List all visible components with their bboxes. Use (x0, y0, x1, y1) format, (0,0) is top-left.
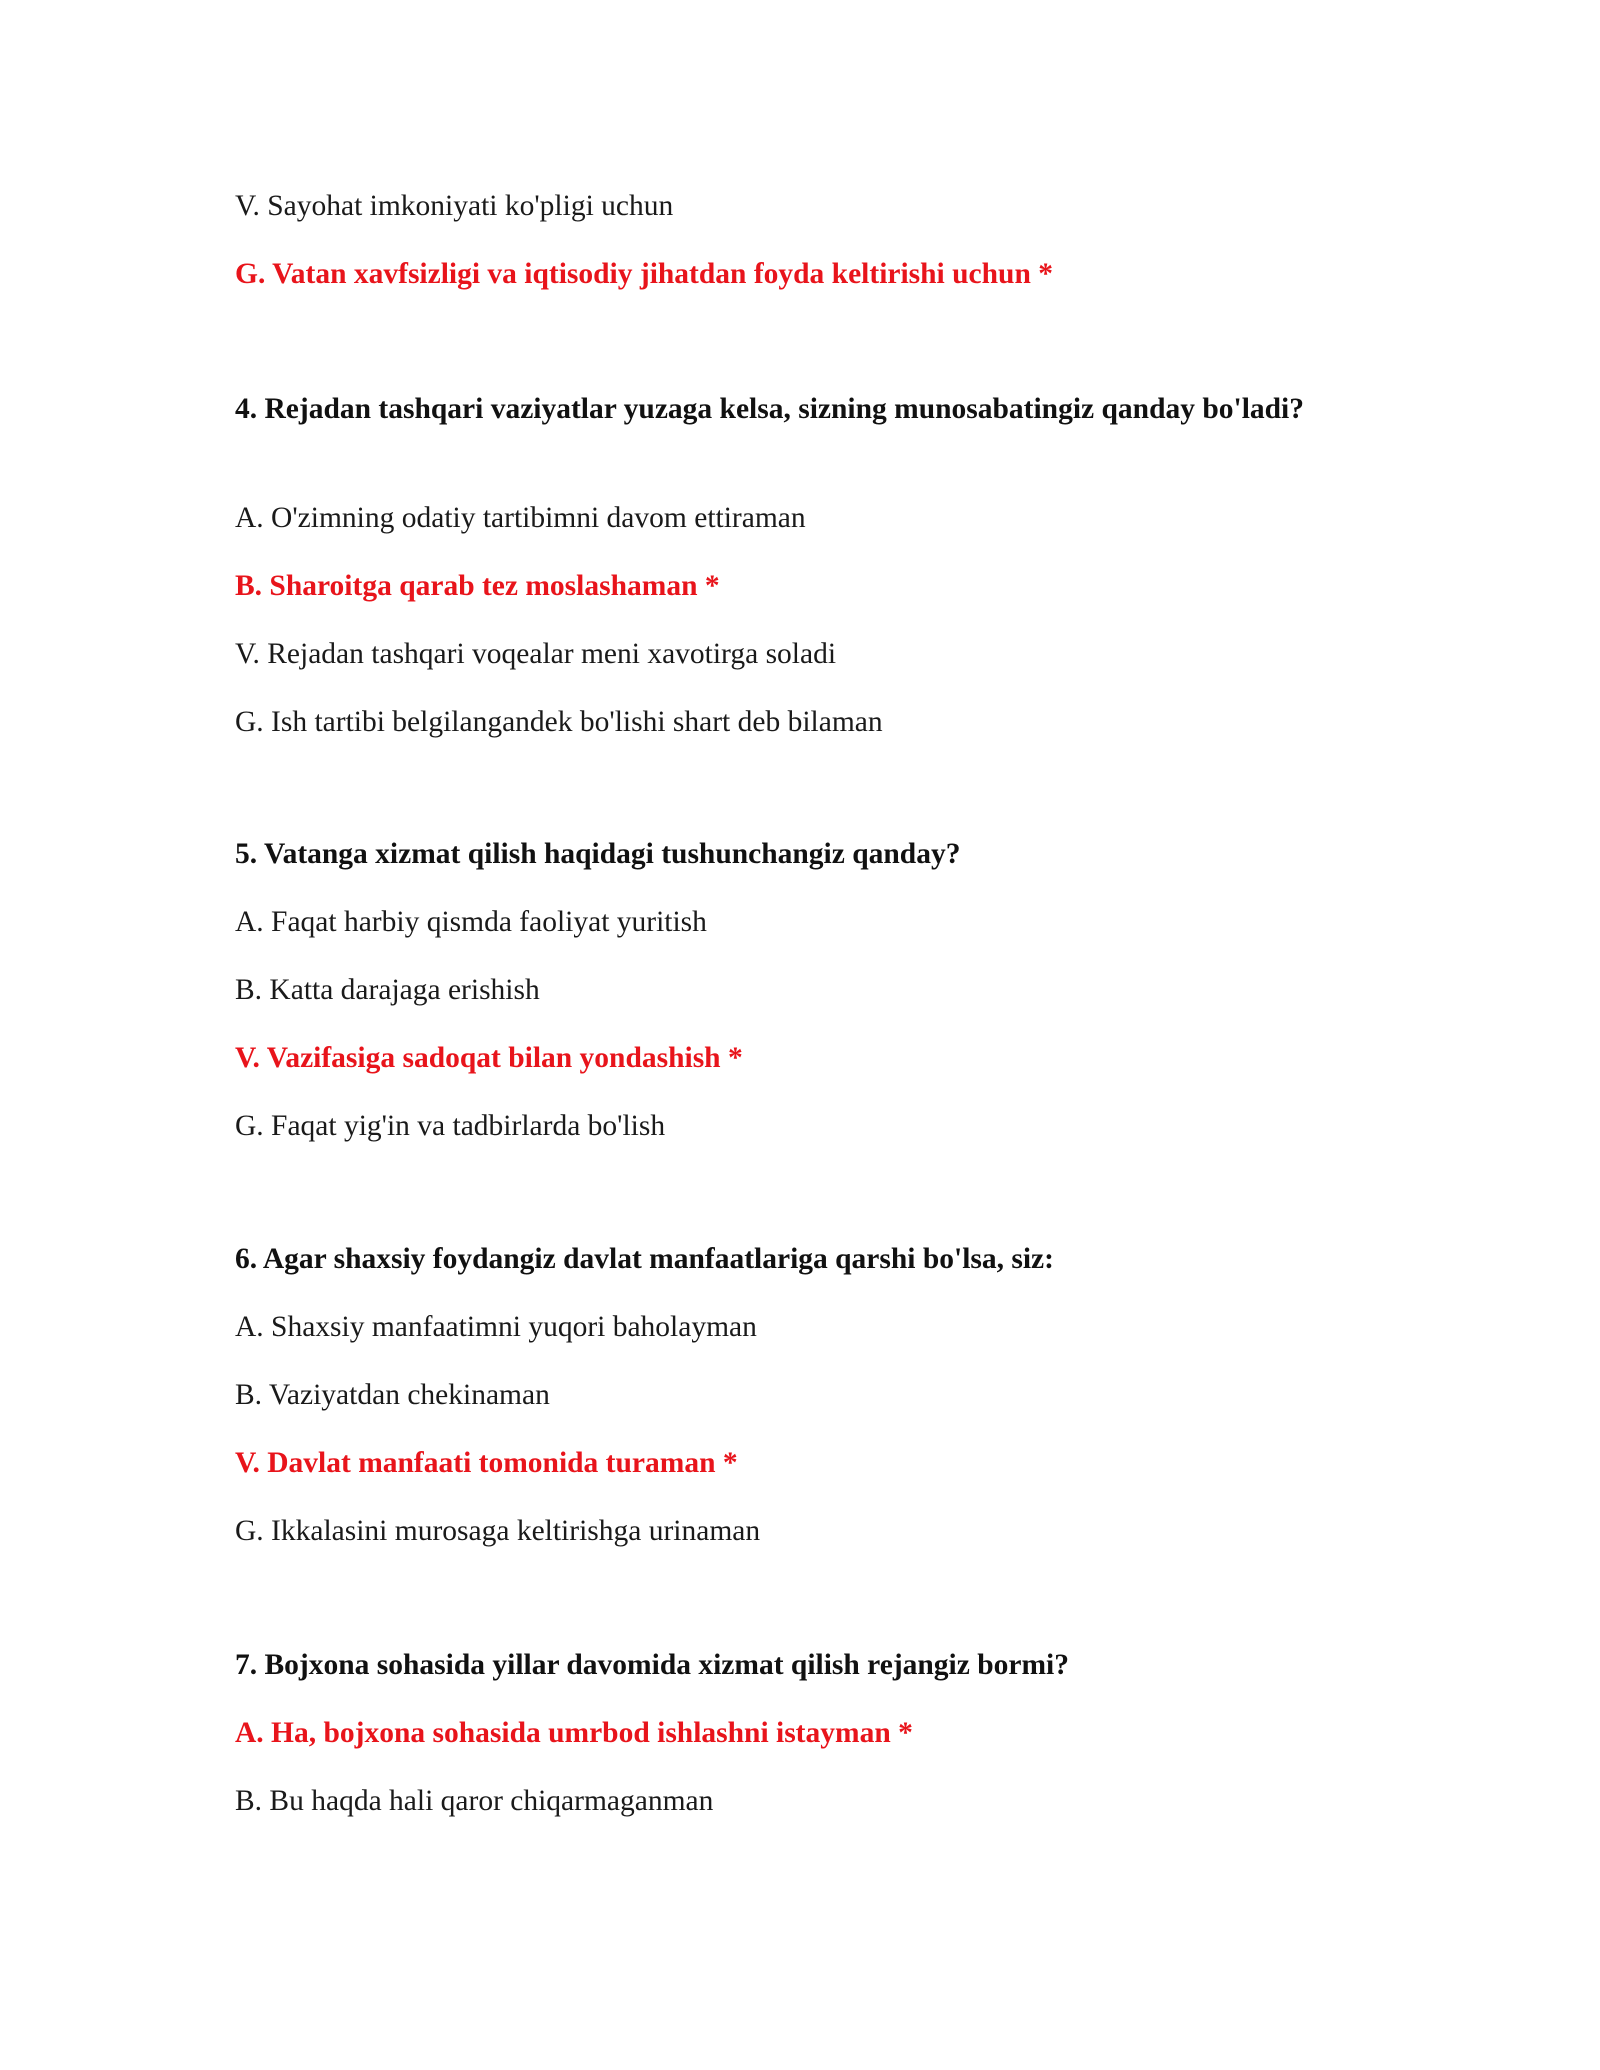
question-4 (235, 389, 1315, 430)
question-6 (235, 1239, 1315, 1552)
option-a: A. Faqat harbiy qismda faoliyat yuritish (235, 906, 707, 938)
option-g: G. Faqat yig'in va tadbirlarda bo'lish (235, 1110, 666, 1142)
question-text: 6. Agar shaxsiy foydangiz davlat manfaatlariga qarshi bo'lsa, siz: (235, 1243, 1054, 1275)
page-content (235, 0, 1365, 2070)
correct-option-v: V. Davlat manfaati tomonida turaman * (235, 1447, 738, 1479)
question-7 (235, 1645, 1315, 1822)
option-v: V. Sayohat imkoniyati ko'pligi uchun (235, 190, 674, 222)
option-v: V. Rejadan tashqari voqealar meni xavotirga soladi (235, 638, 837, 670)
correct-option-a: A. Ha, bojxona sohasida umrbod ishlashni istayman * (235, 1717, 913, 1749)
option-b: B. Vaziyatdan chekinaman (235, 1379, 550, 1411)
question-5 (235, 834, 1315, 1147)
option-b: B. Bu haqda hali qaror chiqarmaganman (235, 1785, 714, 1817)
correct-option-b: B. Sharoitga qarab tez moslashaman * (235, 570, 720, 602)
correct-option-v: V. Vazifasiga sadoqat bilan yondashish * (235, 1042, 743, 1074)
question-text: 4. Rejadan tashqari vaziyatlar yuzaga kelsa, sizning munosabatingiz qanday bo'ladi? (235, 393, 1305, 425)
option-g: G. Ish tartibi belgilangandek bo'lishi shart deb bilaman (235, 706, 883, 738)
question-4-options (235, 498, 883, 743)
option-b: B. Katta darajaga erishish (235, 974, 540, 1006)
option-g: G. Ikkalasini murosaga keltirishga urinaman (235, 1515, 761, 1547)
question-3-options (235, 186, 1053, 295)
option-a: A. Shaxsiy manfaatimni yuqori baholayman (235, 1311, 757, 1343)
question-text: 7. Bojxona sohasida yillar davomida xizmat qilish rejangiz bormi? (235, 1649, 1069, 1681)
question-text: 5. Vatanga xizmat qilish haqidagi tushunchangiz qanday? (235, 838, 961, 870)
correct-option-g: G. Vatan xavfsizligi va iqtisodiy jihatdan foyda keltirishi uchun * (235, 258, 1053, 290)
option-a: A. O'zimning odatiy tartibimni davom ettiraman (235, 502, 806, 534)
